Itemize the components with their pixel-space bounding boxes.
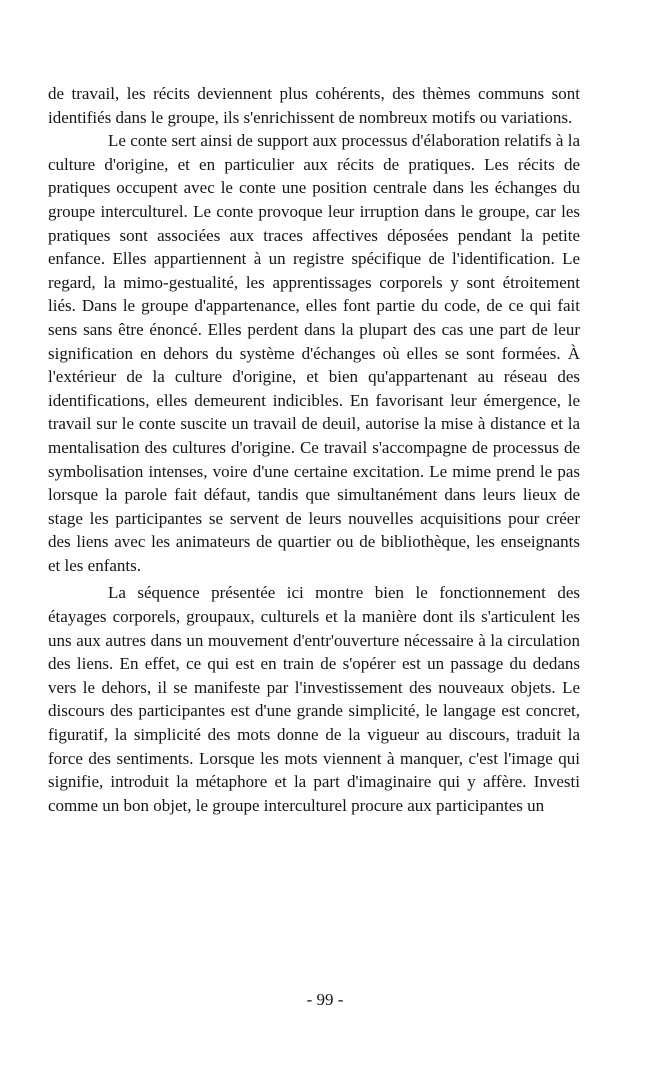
page-body (48, 82, 580, 817)
page-number: - 99 - (306, 990, 344, 1009)
paragraph-continuation: de travail, les récits deviennent plus cohérents, des thèmes communs sont identifiés dans le groupe, ils s'enrichissent de nombreux motifs ou variations. (48, 84, 580, 127)
paragraph-conte: Le conte sert ainsi de support aux processus d'élaboration relatifs à la culture d'origine, et en particulier aux récits de pratiques. Les récits de pratiques occupent avec le conte une position centrale dans les échanges du groupe interculturel. Le conte provoque leur irruption dans le groupe, car les pratiques sont associées aux traces affectives déposées pendant la petite enfance. Elles appartiennent à un registre spécifique de l'identification. Le regard, la mimo-gestualité, les apprentissages corporels y sont étroitement liés. Dans le groupe d'appartenance, elles font partie du code, de ce qui fait sens sans être énoncé. Elles perdent dans la plupart des cas une part de leur signification en dehors du système d'échanges où elles se sont formées. À l'extérieur de la culture d'origine, et bien qu'appartenant au réseau des identifications, elles demeurent indicibles. En favorisant leur émergence, le travail sur le conte suscite un travail de deuil, autorise la mise à distance et la mentalisation des cultures d'origine. Ce travail s'accompagne de processus de symbolisation intenses, voire d'une certaine excitation. Le mime prend le pas lorsque la parole fait défaut, tandis que simultanément dans leurs lieux de stage les participantes se servent de leurs nouvelles acquisitions pour créer des liens avec les animateurs de quartier ou de bibliothèque, les enseignants et les enfants. (48, 131, 580, 575)
paragraph-sequence: La séquence présentée ici montre bien le fonctionnement des étayages corporels, groupaux, culturels et la manière dont ils s'articulent les uns aux autres dans un mouvement d'entr'ouverture nécessaire à la circulation des liens. En effet, ce qui est en train de s'opérer est un passage du dedans vers le dehors, il se manifeste par l'investissement des nouveaux objets. Le discours des participantes est d'une grande simplicité, le langage est concret, figuratif, la simplicité des mots donne de la vigueur au discours, traduit la force des sentiments. Lorsque les mots viennent à manquer, c'est l'image qui signifie, introduit la métaphore et la part d'imaginaire qui y affère. Investi comme un bon objet, le groupe interculturel procure aux participantes un (48, 583, 580, 815)
